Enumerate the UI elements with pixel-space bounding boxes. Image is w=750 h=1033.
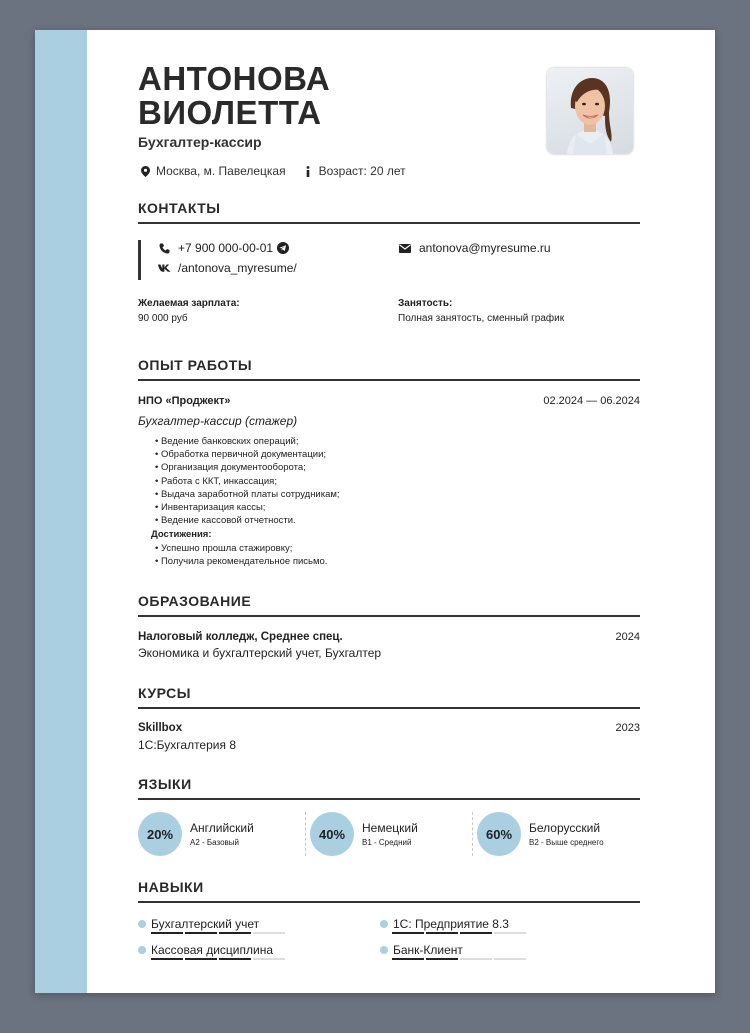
contacts-heading: КОНТАКТЫ [138, 200, 640, 224]
course-provider: Skillbox [138, 722, 183, 734]
skill-bar-segment [460, 958, 492, 960]
education-year: 2024 [615, 631, 640, 643]
employment-value: Полная занятость, сменный график [398, 313, 565, 324]
course-name: 1С:Бухгалтерия 8 [138, 738, 236, 752]
skill-dot [138, 920, 146, 928]
education-specialty: Экономика и бухгалтерский учет, Бухгалтер [138, 646, 382, 660]
skill-level [151, 932, 285, 934]
experience-heading: ОПЫТ РАБОТЫ [138, 357, 640, 381]
employment-label: Занятость: [398, 298, 453, 309]
skill-bar-segment [219, 958, 251, 960]
job-dates: 02.2024 — 06.2024 [543, 395, 640, 407]
skill-dot [138, 946, 146, 954]
name-line-1: АНТОНОВА [138, 60, 331, 97]
location-pin-icon [138, 166, 152, 177]
email-link[interactable]: antonova@myresume.ru [419, 241, 551, 255]
name-line-2: ВИОЛЕТТА [138, 94, 322, 131]
skill-bar-segment [219, 932, 251, 934]
envelope-icon [398, 244, 412, 253]
achievements-title: Достижения: [151, 529, 212, 540]
list-item: • Организация документооборота; [155, 461, 340, 474]
skill-dot [380, 946, 388, 954]
languages-heading: ЯЗЫКИ [138, 776, 640, 800]
skill-level [392, 958, 526, 960]
education-heading: ОБРАЗОВАНИЕ [138, 593, 640, 617]
list-item: • Обработка первичной документации; [155, 448, 340, 461]
vk-row [157, 261, 297, 275]
skill-level [151, 958, 285, 960]
skill-bar-segment [253, 958, 285, 960]
salary-value: 90 000 руб [138, 313, 188, 324]
list-item: • Ведение кассовой отчетности. [155, 514, 340, 527]
language-item [138, 812, 254, 856]
language-item [477, 812, 604, 856]
language-percent: 20% [138, 812, 182, 856]
resume-page [35, 30, 715, 993]
list-item: • Ведение банковских операций; [155, 435, 340, 448]
language-percent: 40% [310, 812, 354, 856]
language-item [310, 812, 418, 856]
email-row [398, 241, 551, 255]
language-percent: 60% [477, 812, 521, 856]
achievements-list [155, 542, 327, 568]
language-divider [472, 812, 473, 856]
info-icon [301, 166, 315, 177]
skill-bar-segment [494, 932, 526, 934]
phone-row [157, 241, 289, 255]
skill-level [392, 932, 526, 934]
skill-bar-segment [151, 958, 183, 960]
skill-item [138, 917, 259, 931]
phone-number[interactable]: +7 900 000-00-01 [178, 241, 274, 255]
skill-name: Бухгалтерский учет [151, 917, 260, 931]
salary-label: Желаемая зарплата: [138, 298, 240, 309]
list-item: • Успешно прошла стажировку; [155, 542, 327, 555]
telegram-icon[interactable] [277, 242, 289, 254]
accent-stripe [35, 30, 87, 993]
skill-bar-segment [426, 958, 458, 960]
skill-bar-segment [426, 932, 458, 934]
job-role: Бухгалтер-кассир (стажер) [138, 414, 298, 428]
skill-bar-segment [392, 958, 424, 960]
skill-bar-segment [185, 932, 217, 934]
skill-item [380, 943, 463, 957]
phone-icon [157, 243, 171, 254]
skill-bar-segment [392, 932, 424, 934]
course-year: 2023 [615, 722, 640, 734]
skill-name: Банк-Клиент [393, 943, 463, 957]
skill-bar-segment [460, 932, 492, 934]
skill-dot [380, 920, 388, 928]
skill-item [138, 943, 273, 957]
language-name: Английский [190, 821, 254, 835]
full-name [138, 62, 498, 130]
skill-name: Кассовая дисциплина [151, 943, 274, 957]
vk-link[interactable]: /antonova_myresume/ [178, 261, 297, 275]
skills-heading: НАВЫКИ [138, 879, 640, 903]
skill-bar-segment [185, 958, 217, 960]
list-item: • Получила рекомендательное письмо. [155, 555, 327, 568]
job-company: НПО «Проджект» [138, 395, 231, 407]
list-item: • Инвентаризация кассы; [155, 501, 340, 514]
courses-heading: КУРСЫ [138, 685, 640, 709]
contacts-bar [138, 240, 141, 280]
language-name: Немецкий [362, 821, 418, 835]
skill-bar-segment [253, 932, 285, 934]
personal-info [138, 164, 406, 178]
language-level: B1 - Средний [362, 838, 412, 847]
language-divider [305, 812, 306, 856]
skill-bar-segment [494, 958, 526, 960]
position-title: Бухгалтер-кассир [138, 134, 262, 150]
skill-item [380, 917, 509, 931]
language-level: B2 - Выше среднего [529, 838, 604, 847]
language-level: A2 - Базовый [190, 838, 239, 847]
list-item: • Работа с ККТ, инкассация; [155, 475, 340, 488]
skill-bar-segment [151, 932, 183, 934]
list-item: • Выдача заработной платы сотрудникам; [155, 488, 340, 501]
employment-block [398, 298, 564, 324]
duties-list [155, 435, 340, 527]
salary-block [138, 298, 240, 324]
profile-photo [547, 68, 633, 154]
education-school: Налоговый колледж, Среднее спец. [138, 631, 343, 643]
skill-name: 1С: Предприятие 8.3 [393, 917, 509, 931]
location-text: Москва, м. Павелецкая [156, 164, 286, 178]
age-text: Возраст: 20 лет [318, 164, 406, 178]
language-name: Белорусский [529, 821, 601, 835]
vk-icon [157, 264, 171, 272]
